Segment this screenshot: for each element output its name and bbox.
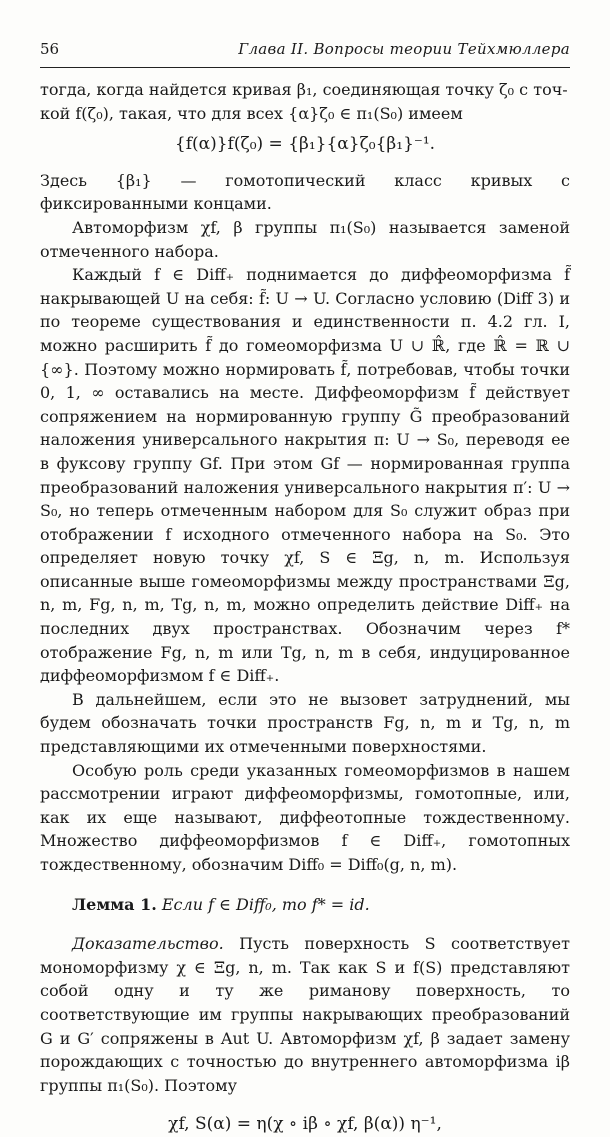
display-formula: {f(α)}f(ζ₀) = {β₁}{α}ζ₀{β₁}⁻¹.: [174, 134, 436, 155]
lemma-statement: [40, 893, 570, 917]
paragraph: Каждый f ∈ Diff₊ поднимается до диффеоморфизма f̃ накрывающей U на себя: f̃: U → U. Согласно условию (Diff 3) и по теореме существования и единственности п. 4.2 гл. I, можно расширить f̃ до гомеоморфизма U ∪ ℝ̂, где ℝ̂ = ℝ ∪ {∞}. Поэтому можно нормировать f̃, потребовав, чтобы точки 0, 1, ∞ оставались на месте. Диффеоморфизм f̃ действует сопряжением на нормированную группу G̃ преобразований наложения универсального накрытия π: U → S₀, переводя ее в фуксову группу Gf. При этом Gf — нормированная группа преобразований наложения универсального накрытия π′: U → S₀, но теперь отмеченным набором для S₀ служит образ при отображении f исходного отмеченного набора на S₀. Это определяет новую точку χf, S ∈ Ξg, n, m. Используя описанные выше гомеоморфизмы между пространствами Ξg, n, m, Fg, n, m, Tg, n, m, можно определить действие Diff₊ на последних двух пространствах. Обозначим через f* отображение Fg, n, m или Tg, n, m в себя, индуцированное диффеоморфизмом f ∈ Diff₊.: [40, 265, 570, 686]
header-rule: [40, 67, 570, 68]
paragraph-line: кой f(ζ₀), такая, что для всех {α}ζ₀ ∈ π₁(S₀) имеем: [40, 103, 463, 123]
proof-paragraph: [40, 932, 570, 1097]
paragraph: Особую роль среди указанных гомеоморфизмов в нашем рассмотрении играют диффеоморфизмы, гомотопные, или, как их еще называют, диффеотопные тождественному. Множество диффеоморфизмов f ∈ Diff₊, гомотопных тождественному, обозначим Diff₀ = Diff₀(g, n, m).: [40, 760, 570, 874]
lemma-text: Если f ∈ Diff₀, то f* = id.: [161, 894, 370, 914]
paragraph: В дальнейшем, если это не вызовет затруднений, мы будем обозначать точки пространств Fg, n, m и Tg, n, m представляющими их отмеченными поверхностями.: [40, 689, 570, 757]
display-formula: χf, S(α) = η(χ ∘ iβ ∘ χf, β(α)) η⁻¹,: [168, 1114, 442, 1135]
page-number: 56: [40, 40, 60, 58]
lemma-label: Лемма 1.: [72, 894, 157, 914]
page-body: [40, 78, 570, 1137]
paragraph: Здесь {β₁} — гомотопический класс кривых с фиксированными концами.: [40, 170, 570, 214]
running-title: Глава II. Вопросы теории Тейхмюллера: [238, 40, 570, 58]
running-header: [40, 38, 570, 62]
proof-text: Пусть поверхность S соответствует мономорфизму χ ∈ Ξg, n, m. Так как S и f(S) представляют собой одну и ту же риманову поверхность, то соответствующие им группы накрывающих преобразований G и G′ сопряжены в Aut U. Автоморфизм χf, β задает замену порождающих с точностью до внутреннего автоморфизма iβ группы π₁(S₀). Поэтому: [40, 934, 570, 1095]
proof-label: Доказательство.: [72, 934, 224, 954]
paragraph-line: тогда, когда найдется кривая β₁, соединяющая точку ζ₀ с точ-: [40, 80, 568, 99]
paragraph: Автоморфизм χf, β группы π₁(S₀) называется заменой отмеченного набора.: [40, 217, 570, 261]
